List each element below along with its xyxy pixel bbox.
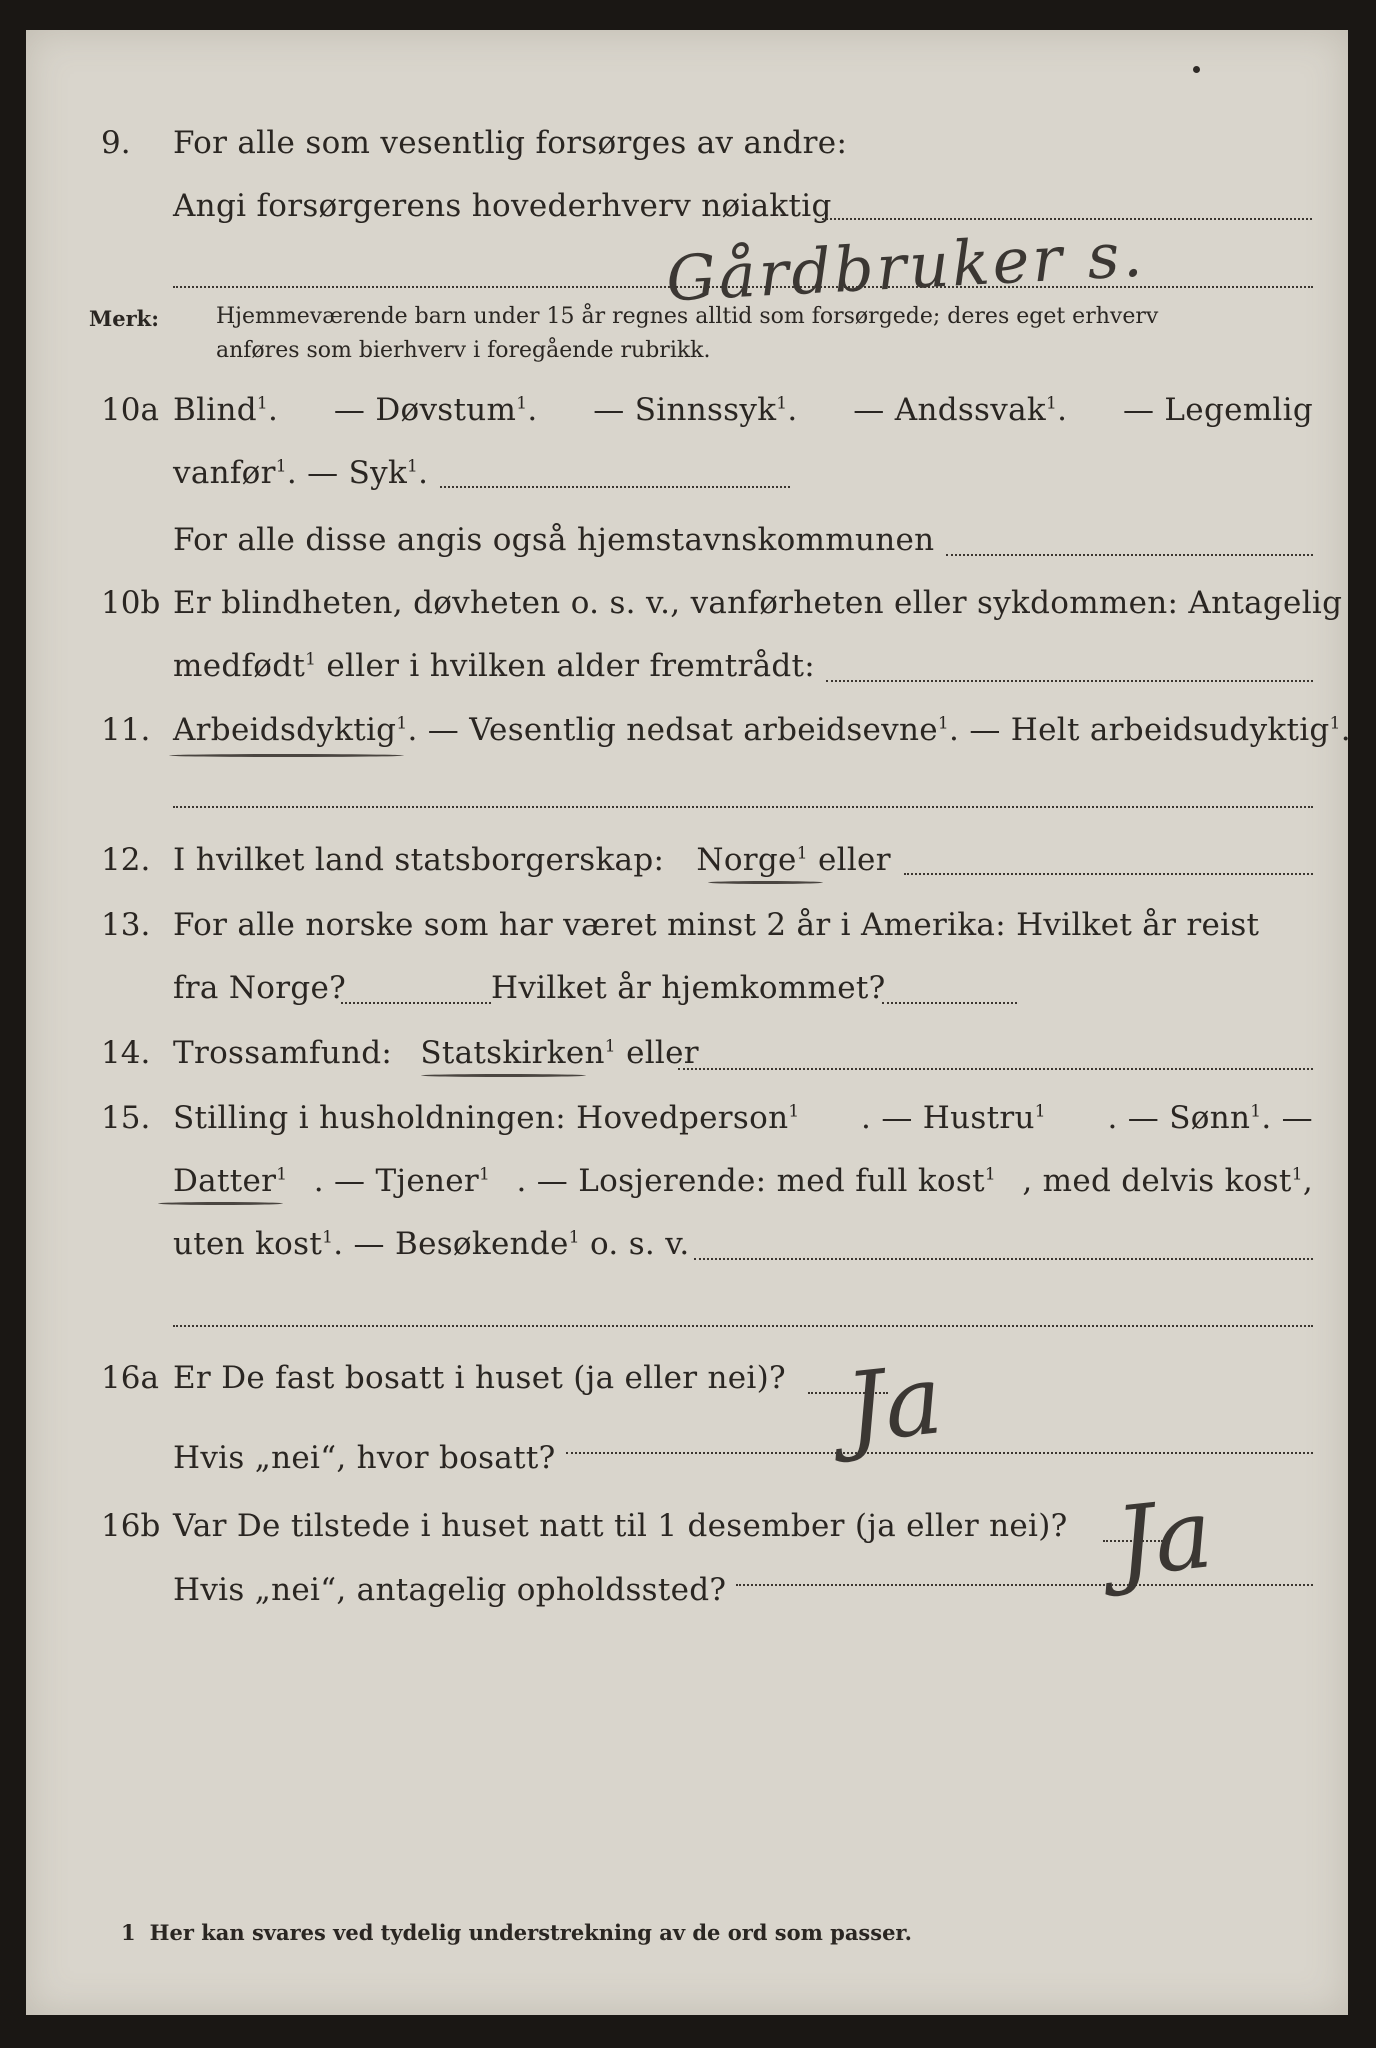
option-tjener: . — Tjener$^1$: [313, 1163, 491, 1199]
q9-number: 9.: [101, 125, 131, 161]
option-syk: — Syk$^1$.: [307, 455, 429, 491]
q12-eller: eller: [817, 842, 891, 878]
q16a-line1: Er De fast bosatt i huset (ja eller nei)?: [173, 1360, 786, 1396]
underline-datter: [158, 1202, 283, 1205]
q16b-answer-line2: [736, 1584, 1313, 1586]
q10a-line1: [173, 392, 1313, 428]
census-form-page: [26, 30, 1351, 2015]
q16b-handwritten-answer: Ja: [1110, 1477, 1218, 1599]
option-medfodt: medfødt$^1$: [173, 648, 317, 684]
q13-number: 13.: [101, 907, 151, 943]
option-blind: Blind$^1$.: [173, 392, 279, 428]
option-andssvak: — Andssvak$^1$.: [853, 392, 1068, 428]
q16a-handwritten-answer: Ja: [840, 1343, 948, 1465]
q15-answer-line2: [173, 1325, 1313, 1327]
q16b-number: 16b: [101, 1508, 161, 1544]
option-udyktig: . — Helt arbeidsudyktig: [949, 712, 1330, 748]
option-dovstum: — Døvstum$^1$.: [333, 392, 538, 428]
q15-line3: [173, 1226, 690, 1262]
q9-line2: Angi forsørgerens hovederhverv nøiaktig: [173, 188, 832, 224]
option-statskirken: Statskirken$^1$: [420, 1035, 616, 1071]
option-sonn: . — Sønn$^1$. —: [1107, 1100, 1313, 1136]
option-legemlig: — Legemlig: [1122, 392, 1313, 428]
option-hovedperson: Stilling i husholdningen: Hovedperson$^1$: [173, 1100, 800, 1136]
option-uten-kost: uten kost$^1$: [173, 1226, 334, 1262]
q9-answer-line1: [822, 218, 1312, 220]
q10b-line2: [173, 648, 815, 684]
q10a-line2: [173, 455, 428, 491]
q10b-line1: Er blindheten, døvheten o. s. v., vanførheten eller sykdommen: Antagelig: [173, 585, 1343, 621]
option-hustru: . — Hustru$^1$: [861, 1100, 1046, 1136]
merk-label: Merk:: [89, 306, 159, 331]
underline-norge: [708, 881, 823, 884]
underline-statskirken: [421, 1074, 586, 1077]
q14-eller: eller: [626, 1035, 699, 1071]
footnote-text: Her kan svares ved tydelig understrekning av de ord som passer.: [149, 1920, 912, 1945]
ink-speck: [1193, 66, 1200, 73]
q15-line1: [173, 1100, 1313, 1136]
merk-line1: Hjemmeværende barn under 15 år regnes alltid som forsørgede; deres eget erhverv: [216, 304, 1159, 329]
q12-number: 12.: [101, 842, 151, 878]
q10a-answer-line2: [946, 554, 1313, 556]
q15-answer-line1: [694, 1258, 1313, 1260]
q14-line: [173, 1035, 699, 1071]
q16a-line2: Hvis „nei“, hvor bosatt?: [173, 1440, 556, 1476]
footnote-mark: 1: [121, 1920, 136, 1945]
q10a-number: 10a: [101, 392, 159, 428]
option-norge: Norge$^1$: [696, 842, 808, 878]
q10a-line3: For alle disse angis også hjemstavnskommunen: [173, 522, 935, 558]
q16b-line2: Hvis „nei“, antagelig opholdssted?: [173, 1572, 727, 1608]
q13-line1: For alle norske som har været minst 2 år i Amerika: Hvilket år reist: [173, 907, 1260, 943]
merk-line2: anføres som bierhverv i foregående rubrikk.: [216, 338, 711, 363]
q12-answer-line: [904, 873, 1313, 875]
q11-number: 11.: [101, 712, 151, 748]
q10b-line2-rest: eller i hvilken alder fremtrådt:: [326, 648, 816, 684]
q14-answer-line: [678, 1068, 1313, 1070]
q10b-number: 10b: [101, 585, 161, 621]
q11-answer-line: [173, 806, 1313, 808]
q11-line: Arbeidsdyktig$^1$. — Vesentlig nedsat arbeidsevne$^1$. — Helt arbeidsudyktig$^1$.: [173, 712, 1351, 748]
option-nedsat: . — Vesentlig nedsat arbeidsevne: [407, 712, 938, 748]
q13-answer-hjemkommet: [882, 1002, 1017, 1004]
option-sinnssyk: — Sinnssyk$^1$.: [593, 392, 798, 428]
option-datter: Datter$^1$: [173, 1163, 288, 1199]
q13-answer-reist: [341, 1002, 491, 1004]
q14-number: 14.: [101, 1035, 151, 1071]
q15-line2: [173, 1163, 1313, 1199]
q16a-number: 16a: [101, 1360, 159, 1396]
option-arbeidsdyktig: Arbeidsdyktig$^1$: [173, 712, 408, 748]
q12-line: [173, 842, 891, 878]
underline-arbeidsdyktig: [169, 754, 404, 757]
q15-osv: o. s. v.: [589, 1226, 690, 1262]
option-besokende: . — Besøkende$^1$: [333, 1226, 580, 1262]
q16b-line1: Var De tilstede i huset natt til 1 desember (ja eller nei)?: [173, 1508, 1068, 1544]
q9-line1: For alle som vesentlig forsørges av andre:: [173, 125, 848, 161]
option-vanfor: vanfør$^1$.: [173, 455, 297, 491]
q14-question: Trossamfund:: [173, 1035, 393, 1071]
q12-question: I hvilket land statsborgerskap:: [173, 842, 665, 878]
option-delvis-kost: , med delvis kost$^1$,: [1022, 1163, 1313, 1199]
q9-handwritten-answer: Gårdbruker s.: [664, 217, 1147, 316]
q15-number: 15.: [101, 1100, 151, 1136]
q10a-answer-line1: [440, 486, 790, 488]
q13-line2-b: Hvilket år hjemkommet?: [491, 970, 886, 1006]
option-full-kost: . — Losjerende: med full kost$^1$: [516, 1163, 996, 1199]
q10b-answer-line: [826, 680, 1313, 682]
q13-line2-a: fra Norge?: [173, 970, 347, 1006]
footnote: [121, 1920, 912, 1945]
